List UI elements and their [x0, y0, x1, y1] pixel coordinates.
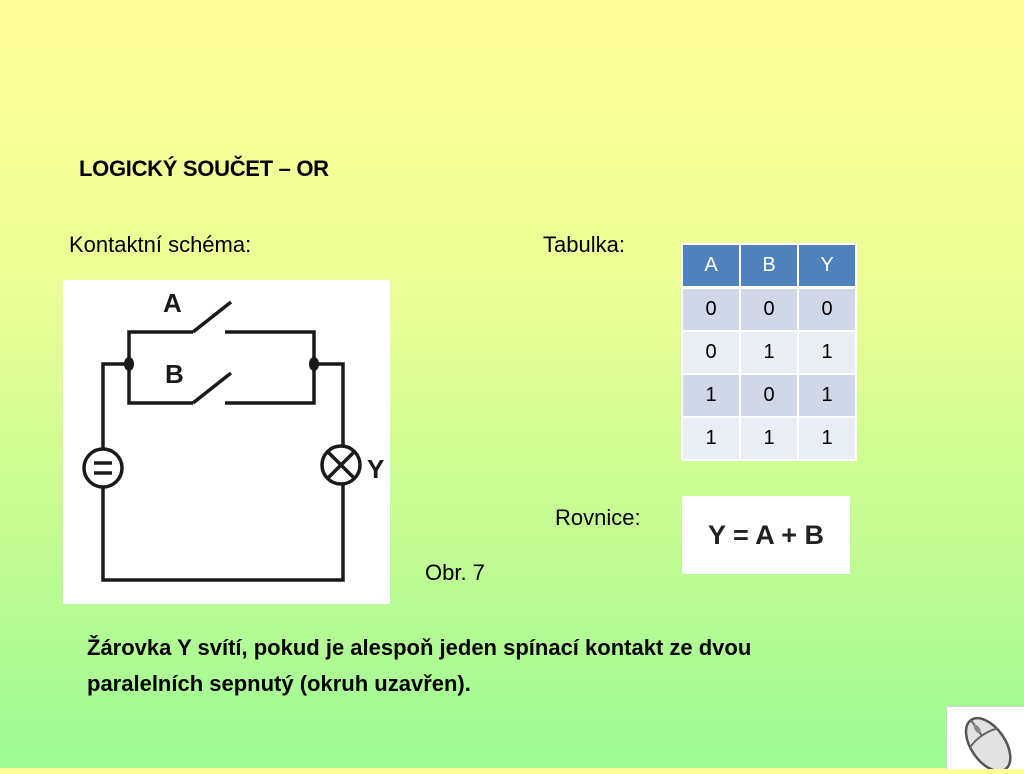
description-text: Žárovka Y svítí, pokud je alespoň jeden spínací kontakt ze dvou paralelních sepnutý (okruh uzavřen). — [87, 635, 752, 696]
contact-schematic — [63, 280, 390, 604]
junction-left — [124, 357, 134, 371]
header-a: A — [682, 244, 740, 288]
cell: 1 — [682, 374, 740, 417]
equation-text: Y = A + B — [707, 519, 825, 550]
cell: 0 — [798, 288, 856, 332]
schema-label: Kontaktní schéma: — [69, 232, 252, 257]
lamp-label: Y — [367, 454, 385, 484]
cell: 0 — [682, 331, 740, 374]
cell: 1 — [798, 417, 856, 460]
junction-right — [309, 357, 319, 371]
nav-button[interactable] — [946, 706, 1024, 769]
cell: 0 — [740, 374, 798, 417]
cell: 1 — [682, 417, 740, 460]
wire-b-right — [225, 364, 314, 403]
wire-left — [103, 364, 129, 448]
slide-title: LOGICKÝ SOUČET – OR — [79, 156, 329, 181]
cell: 0 — [682, 288, 740, 332]
truth-table — [681, 243, 857, 461]
table-row — [682, 374, 856, 417]
header-b: B — [740, 244, 798, 288]
table-label: Tabulka: — [543, 232, 625, 257]
figure-caption: Obr. 7 — [425, 560, 485, 585]
wire-bottom — [103, 485, 343, 580]
wire-a-right — [225, 332, 314, 364]
source-symbol — [84, 449, 122, 487]
equation-box — [682, 496, 850, 574]
table-row — [682, 288, 856, 332]
switch-a-blade — [193, 302, 231, 332]
cell: 1 — [740, 417, 798, 460]
cell: 1 — [798, 374, 856, 417]
computer-mouse-icon — [947, 707, 1024, 769]
switch-b-label: B — [165, 359, 184, 389]
cell: 1 — [740, 331, 798, 374]
table-row — [682, 331, 856, 374]
table-row — [682, 417, 856, 460]
equation-label: Rovnice: — [555, 505, 641, 530]
header-y: Y — [798, 244, 856, 288]
switch-b-blade — [193, 373, 231, 403]
circuit-diagram — [63, 280, 390, 604]
cell: 0 — [740, 288, 798, 332]
switch-a-label: A — [163, 288, 182, 318]
cell: 1 — [798, 331, 856, 374]
wire-right — [314, 364, 343, 445]
